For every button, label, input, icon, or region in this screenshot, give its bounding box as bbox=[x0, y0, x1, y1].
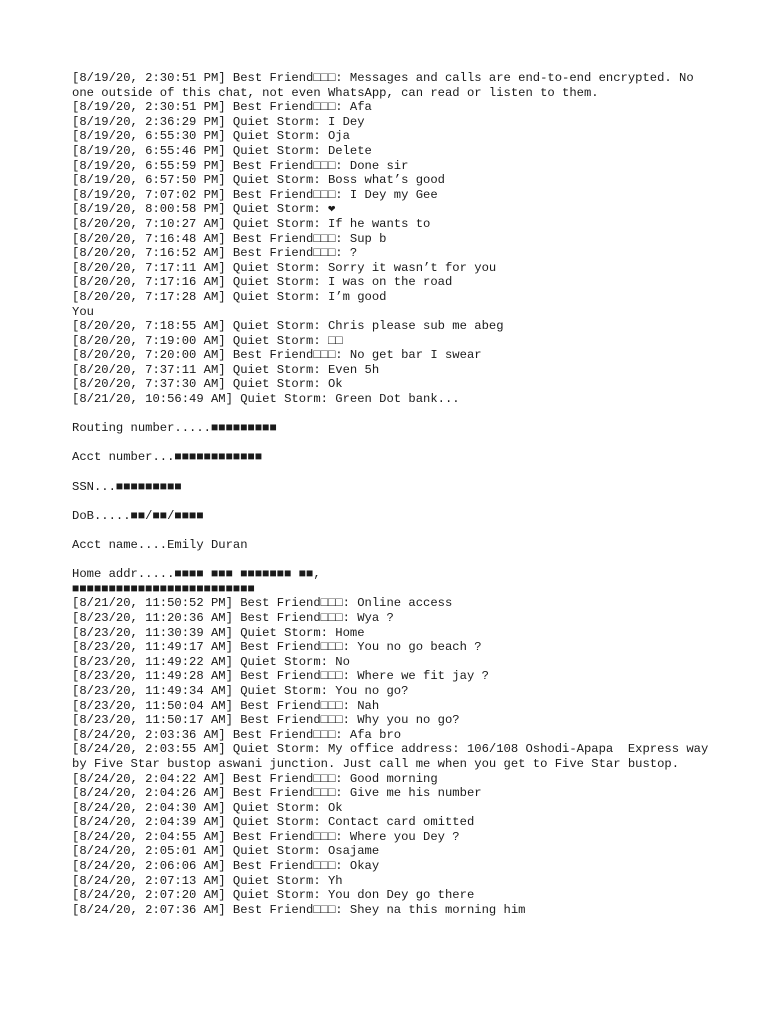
transcript-line: [8/20/20, 7:20:00 AM] Best Friend□□□: No get bar I swear bbox=[72, 348, 482, 363]
transcript-line: [8/19/20, 8:00:58 PM] Quiet Storm: ❤ bbox=[72, 202, 336, 217]
transcript-line: [8/24/20, 2:04:39 AM] Quiet Storm: Contact card omitted bbox=[72, 815, 475, 830]
transcript-line: Acct name....Emily Duran bbox=[72, 538, 248, 552]
transcript-line: Routing number.....■■■■■■■■■ bbox=[72, 421, 277, 436]
transcript-line: [8/19/20, 2:36:29 PM] Quiet Storm: I Dey bbox=[72, 114, 365, 129]
transcript-line: [8/20/20, 7:37:11 AM] Quiet Storm: Even 5h bbox=[72, 362, 380, 377]
blank-line bbox=[72, 407, 712, 422]
blank-line bbox=[72, 553, 712, 568]
transcript-line: [8/20/20, 7:17:16 AM] Quiet Storm: I was on the road bbox=[72, 275, 453, 290]
transcript-line: SSN...■■■■■■■■■ bbox=[72, 479, 182, 494]
transcript-line: [8/23/20, 11:49:17 AM] Best Friend□□□: You no go beach ? bbox=[72, 640, 482, 655]
transcript-line: [8/23/20, 11:49:28 AM] Best Friend□□□: Where we fit jay ? bbox=[72, 669, 489, 684]
transcript-line: [8/24/20, 2:07:36 AM] Best Friend□□□: Shey na this morning him bbox=[72, 902, 526, 917]
blank-line bbox=[72, 436, 712, 451]
transcript-line: [8/24/20, 2:06:06 AM] Best Friend□□□: Okay bbox=[72, 859, 380, 874]
transcript-line: [8/23/20, 11:49:22 AM] Quiet Storm: No bbox=[72, 654, 350, 669]
blank-line bbox=[72, 465, 712, 480]
transcript-line: Home addr.....■■■■ ■■■ ■■■■■■■ ■■, bbox=[72, 567, 321, 582]
transcript-line: [8/24/20, 2:04:30 AM] Quiet Storm: Ok bbox=[72, 800, 343, 815]
transcript-line: [8/23/20, 11:49:34 AM] Quiet Storm: You no go? bbox=[72, 683, 409, 698]
transcript-line: [8/24/20, 2:07:20 AM] Quiet Storm: You don Dey go there bbox=[72, 888, 475, 903]
transcript-line: [8/24/20, 2:05:01 AM] Quiet Storm: Osajame bbox=[72, 844, 380, 859]
transcript-line: [8/20/20, 7:37:30 AM] Quiet Storm: Ok bbox=[72, 377, 343, 392]
transcript-line: [8/24/20, 2:04:26 AM] Best Friend□□□: Give me his number bbox=[72, 786, 482, 801]
transcript-line: [8/20/20, 7:17:11 AM] Quiet Storm: Sorry it wasn’t for you bbox=[72, 260, 497, 275]
transcript-line: [8/20/20, 7:10:27 AM] Quiet Storm: If he wants to bbox=[72, 216, 431, 231]
transcript-line: [8/21/20, 11:50:52 PM] Best Friend□□□: Online access bbox=[72, 596, 453, 611]
transcript-line: [8/24/20, 2:03:55 AM] Quiet Storm: My office address: 106/108 Oshodi-Apapa Express way by Five Star bustop aswani junction. Just call me when you get to Five Star bustop. bbox=[72, 742, 716, 771]
transcript-line: [8/23/20, 11:20:36 AM] Best Friend□□□: Wya ? bbox=[72, 610, 394, 625]
chat-transcript bbox=[72, 71, 716, 917]
transcript-line: [8/19/20, 6:55:59 PM] Best Friend□□□: Done sir bbox=[72, 158, 409, 173]
transcript-line: You bbox=[72, 304, 94, 319]
transcript-line: [8/19/20, 2:30:51 PM] Best Friend□□□: Messages and calls are end-to-end encrypted. No one outside of this chat, not even WhatsApp, can read or listen to them. bbox=[72, 71, 701, 100]
transcript-line: [8/19/20, 6:55:30 PM] Quiet Storm: Oja bbox=[72, 129, 350, 144]
transcript-line: [8/19/20, 6:57:50 PM] Quiet Storm: Boss what’s good bbox=[72, 173, 445, 188]
transcript-line: [8/21/20, 10:56:49 AM] Quiet Storm: Green Dot bank... bbox=[72, 392, 460, 407]
transcript-line: [8/20/20, 7:17:28 AM] Quiet Storm: I’m good bbox=[72, 289, 387, 304]
transcript-line: [8/20/20, 7:16:52 AM] Best Friend□□□: ? bbox=[72, 246, 358, 261]
transcript-line: [8/20/20, 7:19:00 AM] Quiet Storm: □□ bbox=[72, 333, 343, 348]
transcript-line: [8/19/20, 2:30:51 PM] Best Friend□□□: Afa bbox=[72, 100, 372, 115]
transcript-line: [8/23/20, 11:30:39 AM] Quiet Storm: Home bbox=[72, 625, 365, 640]
transcript-line: [8/20/20, 7:18:55 AM] Quiet Storm: Chris please sub me abeg bbox=[72, 319, 504, 334]
blank-line bbox=[72, 494, 712, 509]
transcript-line: [8/19/20, 7:07:02 PM] Best Friend□□□: I Dey my Gee bbox=[72, 187, 438, 202]
transcript-line: ■■■■■■■■■■■■■■■■■■■■■■■■■ bbox=[72, 581, 255, 596]
transcript-line: [8/20/20, 7:16:48 AM] Best Friend□□□: Sup b bbox=[72, 231, 387, 246]
transcript-line: [8/24/20, 2:07:13 AM] Quiet Storm: Yh bbox=[72, 873, 343, 888]
transcript-line: [8/24/20, 2:03:36 AM] Best Friend□□□: Afa bro bbox=[72, 727, 402, 742]
transcript-line: [8/23/20, 11:50:17 AM] Best Friend□□□: Why you no go? bbox=[72, 713, 460, 728]
transcript-line: Acct number...■■■■■■■■■■■■ bbox=[72, 450, 263, 465]
blank-line bbox=[72, 523, 712, 538]
transcript-line: [8/24/20, 2:04:22 AM] Best Friend□□□: Good morning bbox=[72, 771, 438, 786]
transcript-line: [8/24/20, 2:04:55 AM] Best Friend□□□: Where you Dey ? bbox=[72, 829, 460, 844]
transcript-line: DoB.....■■/■■/■■■■ bbox=[72, 508, 204, 523]
transcript-line: [8/23/20, 11:50:04 AM] Best Friend□□□: Nah bbox=[72, 698, 380, 713]
transcript-line: [8/19/20, 6:55:46 PM] Quiet Storm: Delete bbox=[72, 143, 372, 158]
